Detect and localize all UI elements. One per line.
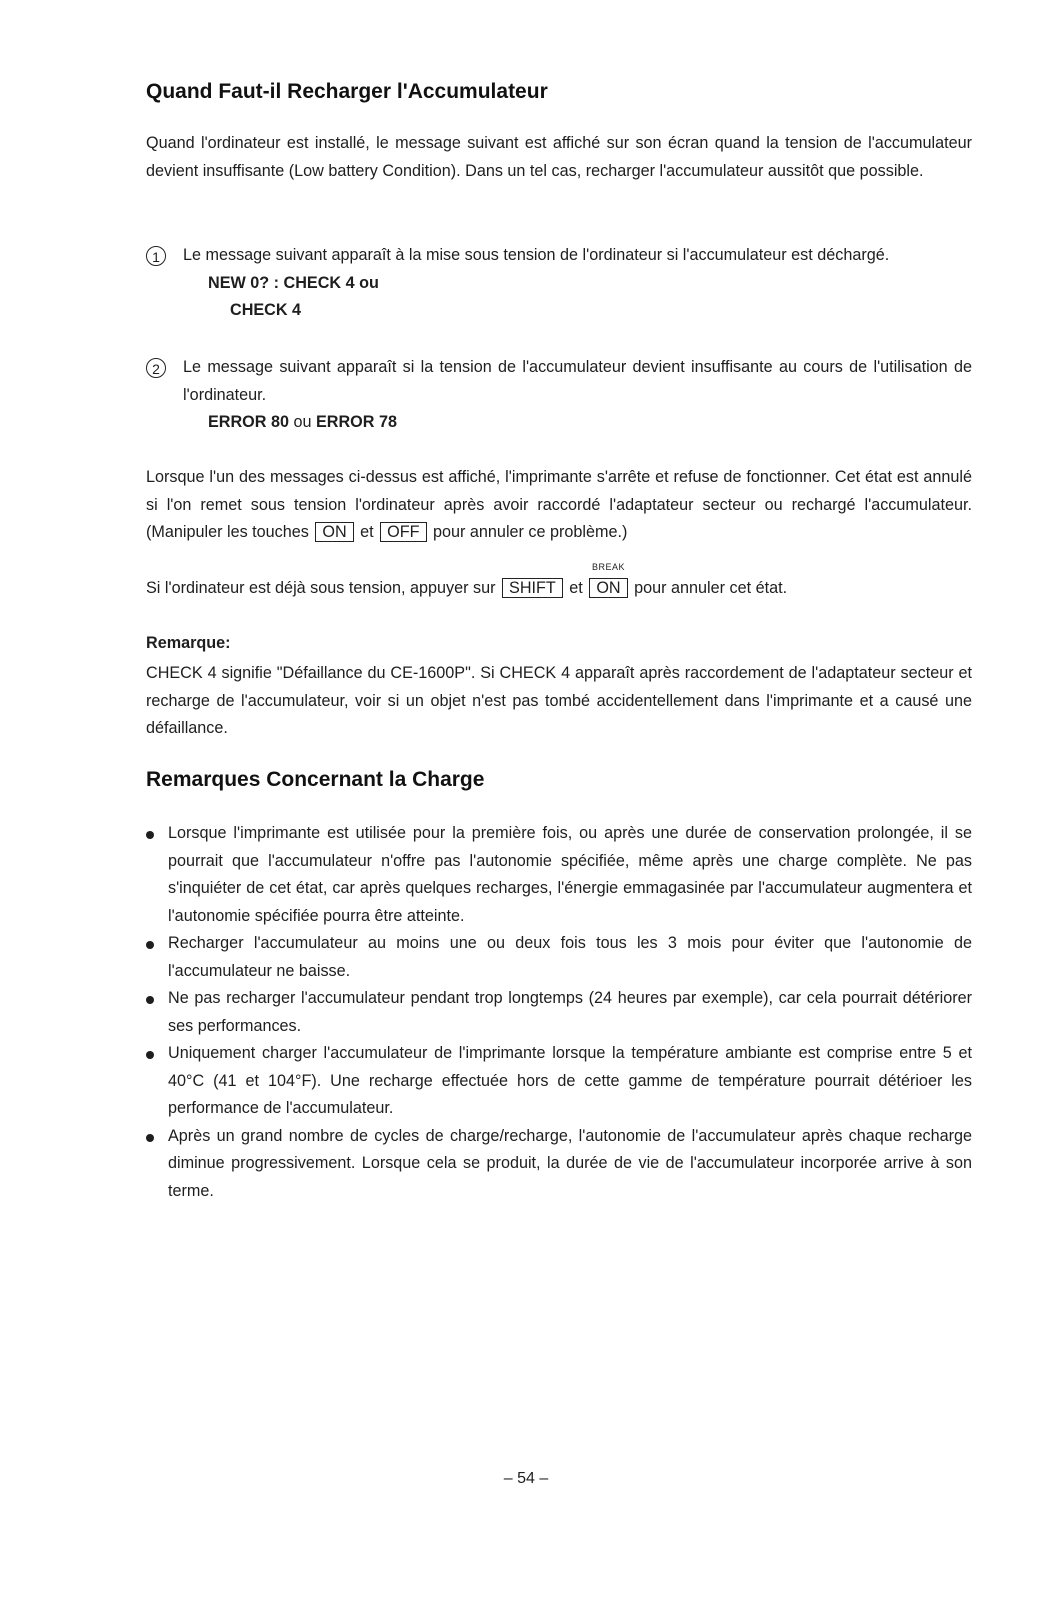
message-check4: CHECK 4 <box>230 301 302 319</box>
para3-text: Si l'ordinateur est déjà sous tension, appuyer sur <box>146 579 496 597</box>
bullet-dot-icon <box>146 1134 154 1142</box>
bullet-dot-icon <box>146 831 154 839</box>
message-error-78: ERROR 78 <box>315 413 397 431</box>
bullet-dot-icon <box>146 941 154 949</box>
note-heading: Remarque: <box>146 634 231 652</box>
message-new-check: NEW 0? : CHECK 4 ou <box>208 273 379 292</box>
bullet-dot-icon <box>146 996 154 1004</box>
note-paragraph: CHECK 4 signifie "Défaillance du CE-1600P". Si CHECK 4 apparaît après raccordement de l'adaptateur secteur et recharge de l'accumulateur, voir si un objet n'est pas tombé accidentellement dans l'imprimante et a causé une défaillance. <box>146 664 972 737</box>
message-errors <box>208 409 972 437</box>
key-off: OFF <box>380 522 426 542</box>
bullet-item: Après un grand nombre de cycles de charge/recharge, l'autonomie de l'accumulateur après chaque recharge diminue progressivement. Lorsque cela se produit, la durée de vie de l'accumulateur incorporée arrive à son terme. <box>146 1123 972 1206</box>
bullet-item: Recharger l'accumulateur au moins une ou deux fois tous les 3 mois pour éviter que l'autonomie de l'accumulateur ne baisse. <box>146 930 972 985</box>
break-label: BREAK <box>591 562 625 572</box>
paragraph-printer-stops <box>146 464 972 547</box>
para3-between: et <box>569 579 583 597</box>
item-2-text: Le message suivant apparaît si la tension de l'accumulateur devient insuffisante au cours de l'utilisation de l'ordinateur. <box>183 358 972 404</box>
charge-notes-list <box>146 820 972 1205</box>
para2-between: et <box>360 523 374 541</box>
paragraph-shift-break <box>146 562 972 603</box>
message-error-80: ERROR 80 <box>208 413 289 431</box>
circled-number-2: 2 <box>146 358 166 378</box>
circled-number-1: 1 <box>146 246 166 266</box>
list-item-2 <box>146 354 972 437</box>
page-number: – 54 – <box>503 1470 549 1487</box>
section-title-charge-notes: Remarques Concernant la Charge <box>146 768 485 791</box>
list-item-1 <box>146 242 972 325</box>
bullet-item: Lorsque l'imprimante est utilisée pour la première fois, ou après une durée de conservation prolongée, il se pourrait que l'accumulateur n'offre pas l'autonomie spécifiée, même après une charge complète. Ne pas s'inquiéter de cet état, car après quelques recharges, l'énergie emmagasinée par l'accumulateur augmentera et l'autonomie spécifiée pourra être atteinte. <box>146 820 972 930</box>
message-separator: ou <box>293 413 312 431</box>
intro-paragraph: Quand l'ordinateur est installé, le message suivant est affiché sur son écran quand la tension de l'accumulateur devient insuffisante (Low battery Condition). Dans un tel cas, recharger l'accumulateur aussitôt que possible. <box>146 134 972 180</box>
key-break-on-group <box>587 562 629 603</box>
bullet-item: Ne pas recharger l'accumulateur pendant trop longtemps (24 heures par exemple), car cela pourrait détériorer ses performances. <box>146 985 972 1040</box>
section-title-recharge: Quand Faut-il Recharger l'Accumulateur <box>146 80 548 103</box>
para2-text: Lorsque l'un des messages ci-dessus est affiché, l'imprimante s'arrête et refuse de fonctionner. Cet état est annulé si l'on remet sous tension l'ordinateur après avoir raccordé l'adaptateur secteur ou rechargé l'accumulateur. (Manipuler les touches <box>146 468 972 541</box>
bullet-dot-icon <box>146 1051 154 1059</box>
para3-after: pour annuler cet état. <box>634 579 788 597</box>
key-on-break: ON <box>589 578 627 598</box>
item-1-text: Le message suivant apparaît à la mise sous tension de l'ordinateur si l'accumulateur est déchargé. <box>183 246 890 264</box>
key-on: ON <box>315 522 353 542</box>
key-shift: SHIFT <box>502 578 563 598</box>
bullet-item: Uniquement charger l'accumulateur de l'imprimante lorsque la température ambiante est comprise entre 5 et 40°C (41 et 104°F). Une recharge effectuée hors de cette gamme de température pourrait détérioer les performance de l'accumulateur. <box>146 1040 972 1123</box>
para2-after: pour annuler ce problème.) <box>433 523 628 541</box>
